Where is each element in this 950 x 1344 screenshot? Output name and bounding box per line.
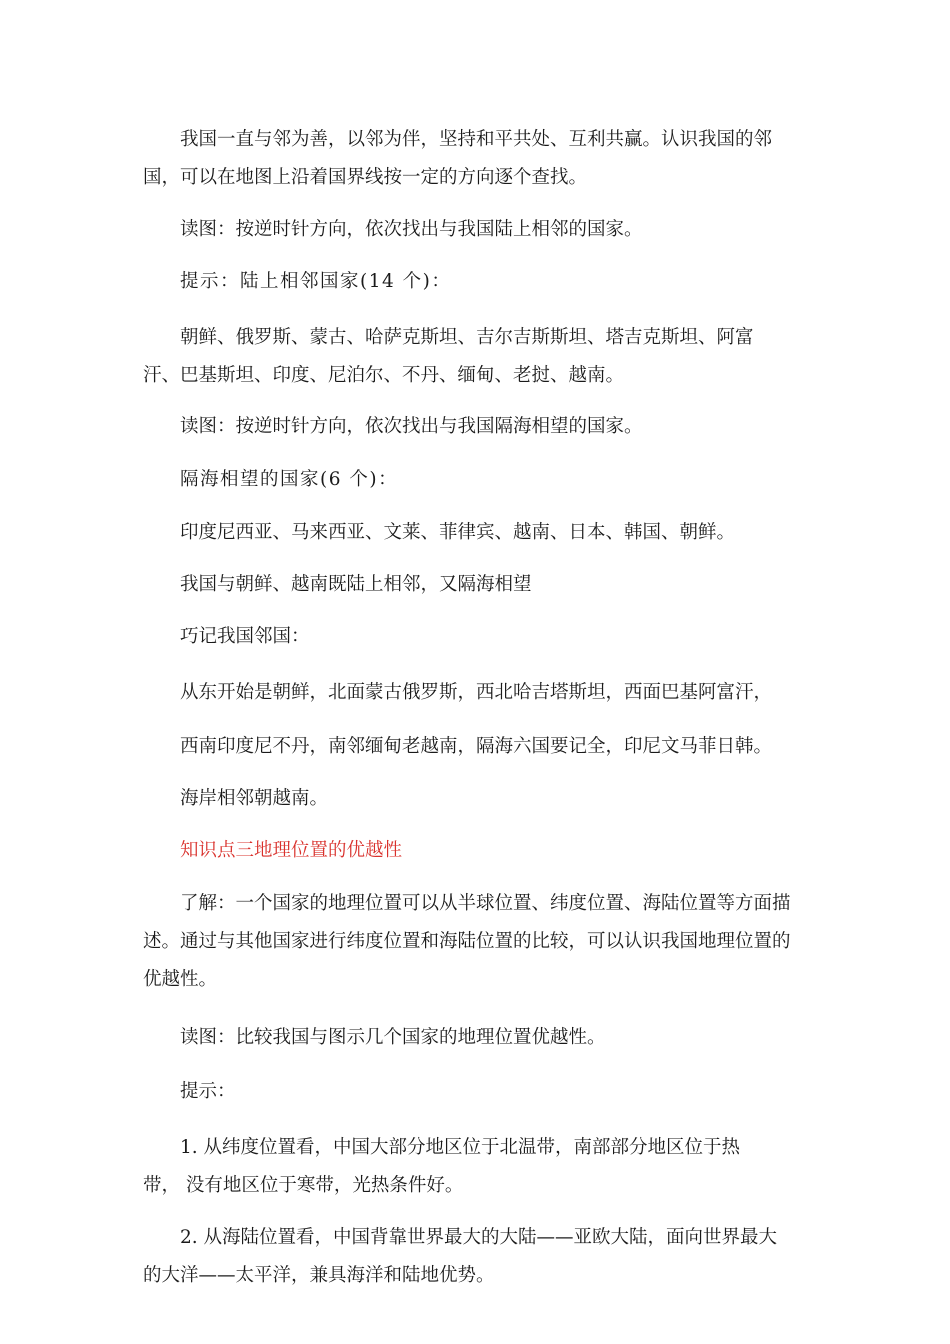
sea-neighbors-list: 印度尼西亚、马来西亚、文莱、菲律宾、越南、日本、韩国、朝鲜。 — [180, 522, 736, 543]
mnemonic-line-2: 西南印度尼不丹，南邻缅甸老越南，隔海六国要记全，印尼文马菲日韩。 — [180, 736, 773, 757]
read-map-compare-paragraph: 读图：比较我国与图示几个国家的地理位置优越性。 — [180, 1027, 606, 1048]
sea-neighbors-hint: 隔海相望的国家(6 个)： — [180, 469, 399, 490]
land-sea-hint-paragraph: 2. 从海陆位置看，中国背靠世界最大的大陆——亚欧大陆，面向世界最大 的大洋——太平洋，兼具海洋和陆地优势。 — [143, 1227, 778, 1286]
both-neighbors-paragraph: 我国与朝鲜、越南既陆上相邻，又隔海相望 — [180, 574, 532, 595]
mnemonic-heading: 巧记我国邻国： — [180, 626, 310, 647]
latitude-hint-paragraph: 1. 从纬度位置看，中国大部分地区位于北温带，南部部分地区位于热带， 没有地区位于寒带，光热条件好。 — [143, 1137, 741, 1196]
section-heading-knowledge-point-3: 知识点三地理位置的优越性 — [180, 840, 403, 861]
land-neighbors-list: 朝鲜、俄罗斯、蒙古、哈萨克斯坦、吉尔吉斯斯坦、塔吉克斯坦、阿富 汗、巴基斯坦、印度、尼泊尔、不丹、缅甸、老挝、越南。 — [143, 327, 754, 386]
read-map-sea-paragraph: 读图：按逆时针方向，依次找出与我国隔海相望的国家。 — [180, 416, 643, 437]
mnemonic-line-1: 从东开始是朝鲜，北面蒙古俄罗斯，西北哈吉塔斯坦，西面巴基阿富汗， — [180, 682, 773, 703]
mnemonic-line-3: 海岸相邻朝越南。 — [180, 788, 329, 809]
hint-heading: 提示： — [180, 1081, 236, 1102]
read-map-land-paragraph: 读图：按逆时针方向，依次找出与我国陆上相邻的国家。 — [180, 219, 643, 240]
intro-paragraph: 我国一直与邻为善，以邻为伴，坚持和平共处、互利共赢。认识我国的邻国，可以在地图上沿着国界线按一定的方向逐个查找。 — [143, 129, 773, 188]
land-neighbors-hint: 提示：陆上相邻国家(14 个)： — [180, 271, 452, 292]
understand-paragraph: 了解：一个国家的地理位置可以从半球位置、纬度位置、海陆位置等方面描述。通过与其他国家进行纬度位置和海陆位置的比较，可以认识我国地理位置的优越性。 — [143, 893, 791, 990]
